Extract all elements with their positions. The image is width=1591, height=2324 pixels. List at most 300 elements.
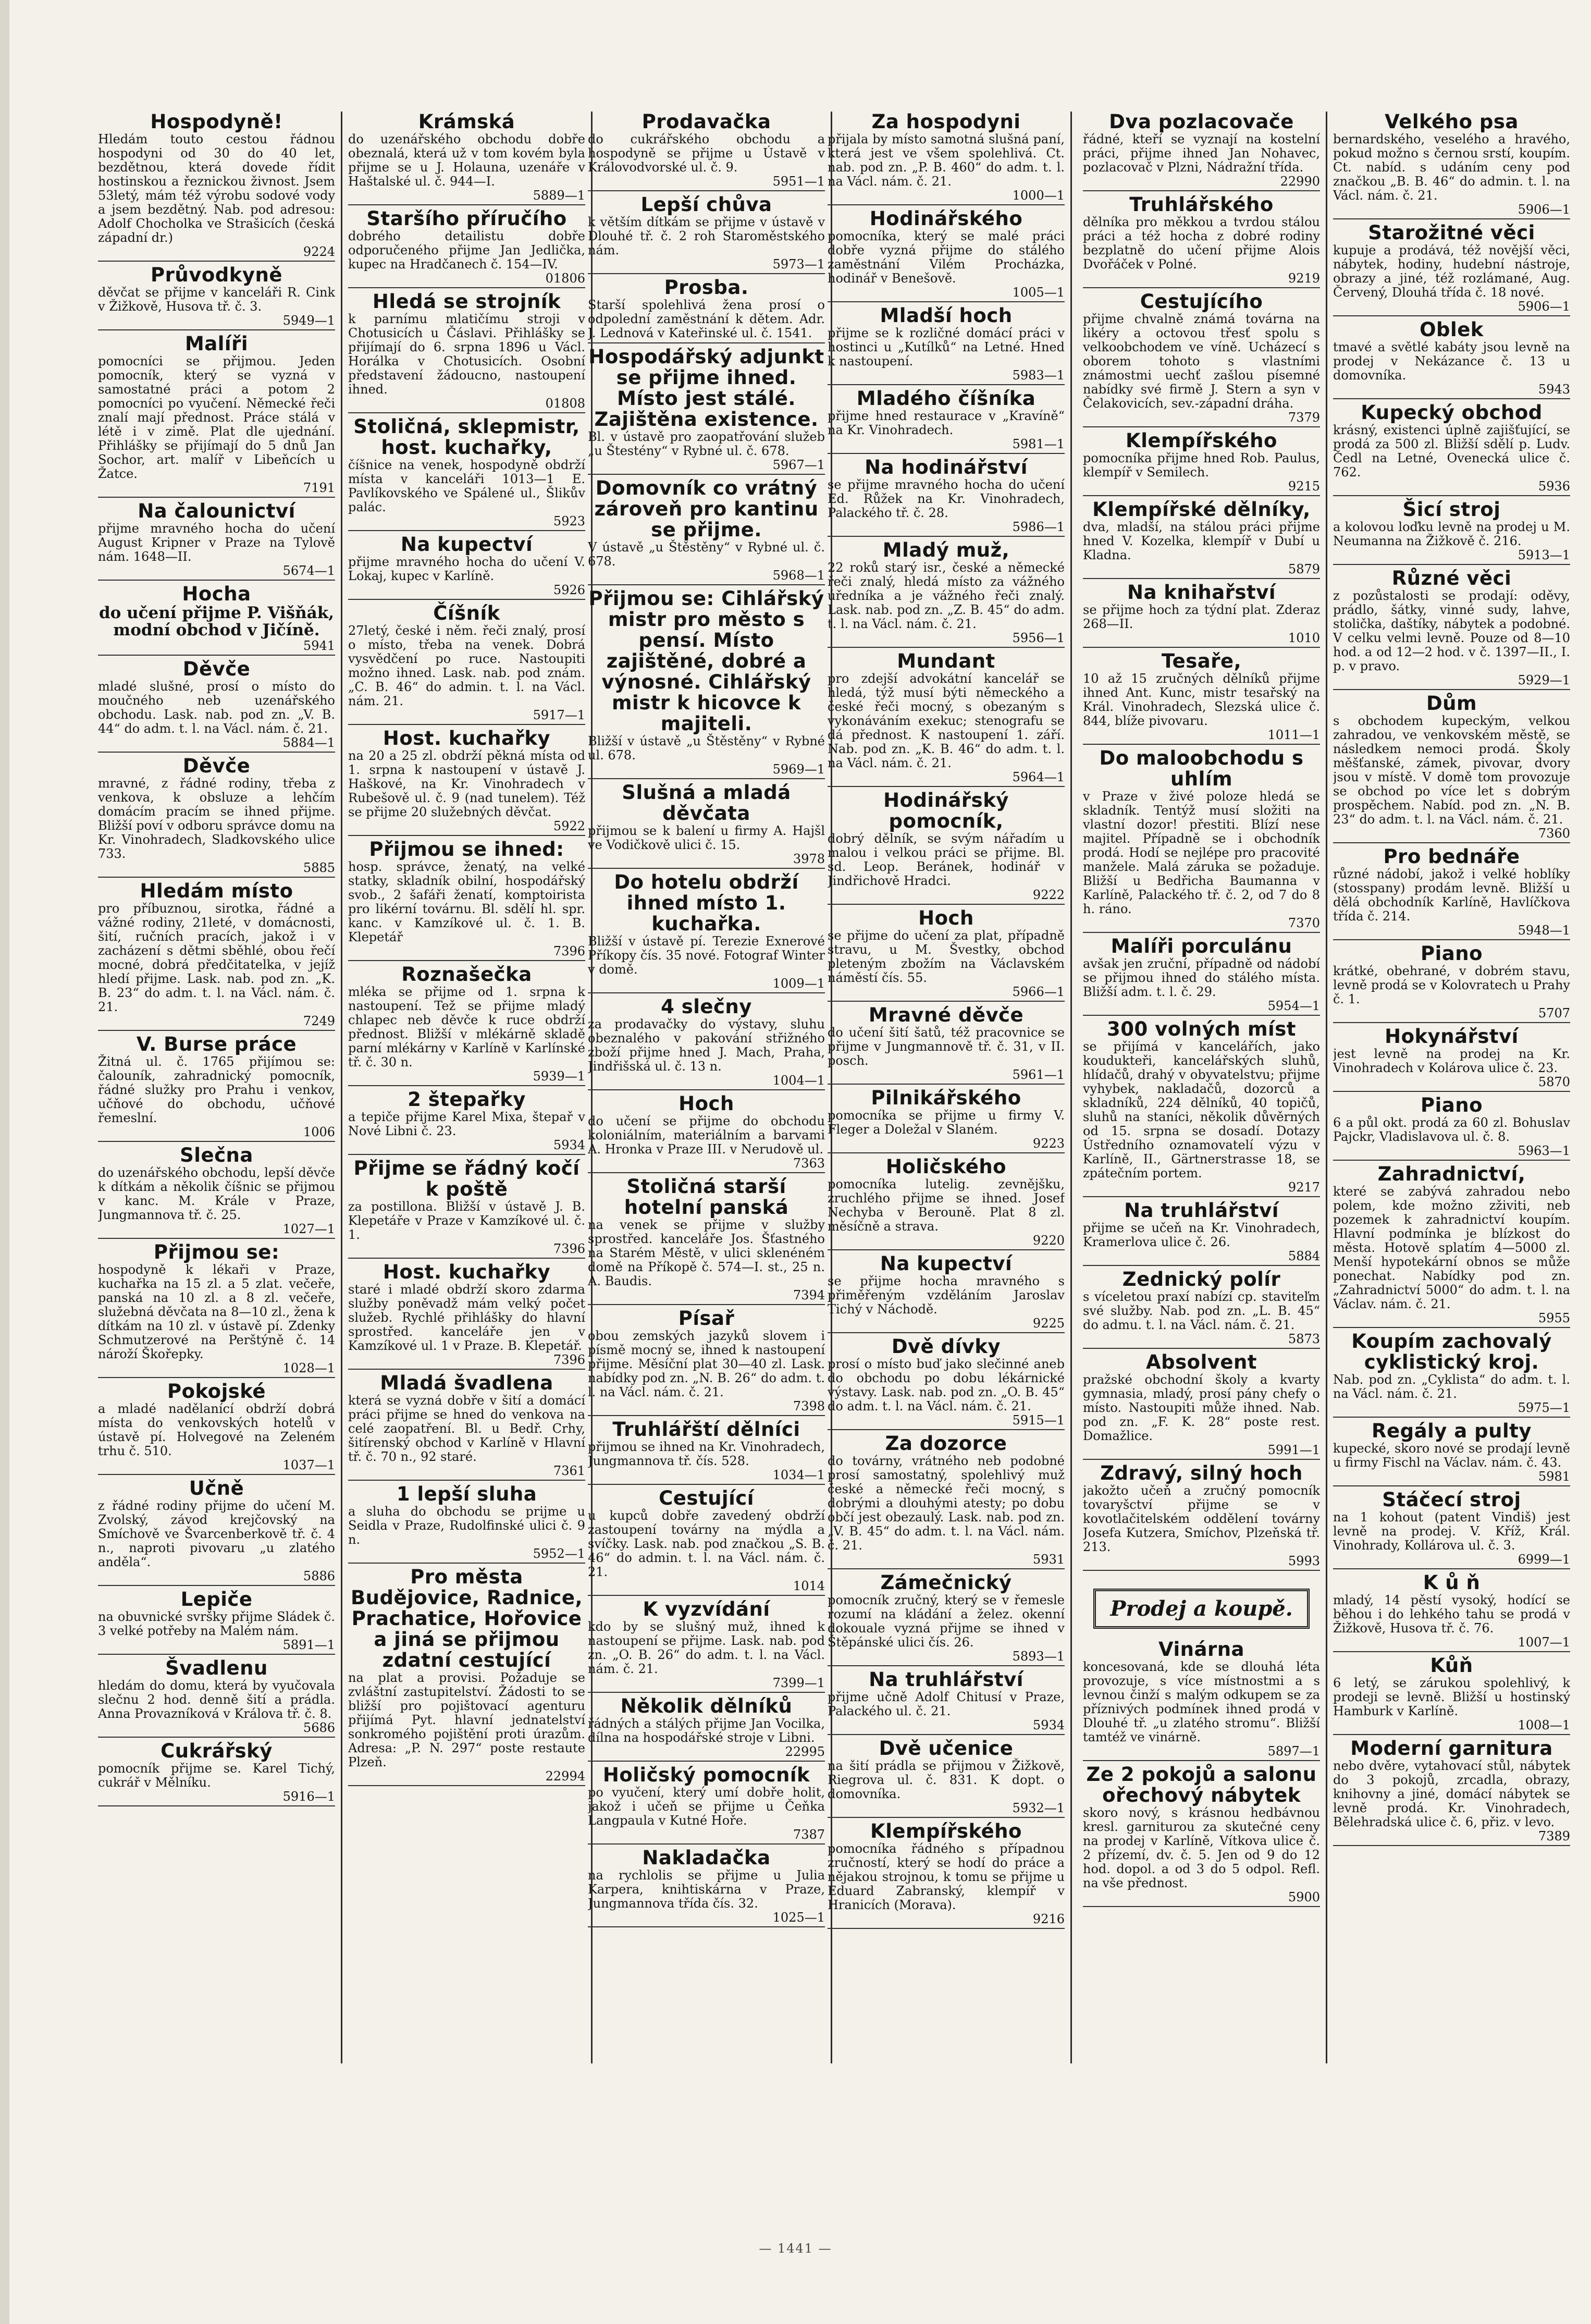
ad-heading: Švadlenu <box>165 1657 268 1679</box>
ad-separator <box>588 778 825 779</box>
ad-heading: Šicí stroj <box>1402 498 1501 521</box>
ad-separator <box>348 1154 585 1155</box>
ad-heading: Mladší hoch <box>880 304 1013 327</box>
ad-code: 5915—1 <box>1012 1413 1065 1428</box>
ad-separator <box>1083 1015 1320 1016</box>
ad-body: tmavé a světlé kabáty jsou levně na prodej v Nekázance č. 13 u domovníka. <box>1333 340 1570 383</box>
ad-body: různé nádobí, jakož i velké hoblíky (stosspany) prodám levně. Bližší u dělá obchodník Karlíně, Havlíčkova třída č. 214. <box>1333 867 1570 924</box>
ad-body: a tepiče přijme Karel Mixa, štepař v Nové Libni č. 23. <box>348 1110 585 1138</box>
classified-ad <box>1083 499 1320 579</box>
ad-body: Starší spolehlivá žena prosí o odpolední zaměstnání k dětem. Adr. J. Lednová v Kateřinské ul. č. 1541. <box>588 298 825 340</box>
ad-heading: Cestujícího <box>1140 290 1263 313</box>
ad-heading: Do hotelu obdrží ihned místo 1. kuchařka. <box>614 871 799 935</box>
ad-body: pražské obchodní školy a kvarty gymnasia, mladý, prosí pány chefy o místo. Nastoupiti může ihned. Nab. pod zn. „F. K. 28“ poste rest. Domažlice. <box>1083 1372 1320 1443</box>
ad-body: číšnice na venek, hospodyně obdrží místa v kanceláři 1013—1 E. Pavlíkovského ve Spálené ul., Šlikův palác. <box>348 458 585 514</box>
classified-ad <box>1083 1269 1320 1349</box>
ad-code: 5966—1 <box>1012 985 1065 999</box>
ad-body: kupuje a prodává, též novější věci, nábytek, hodiny, hudební nástroje, obrazy a jiné, též rozlámané, Aug. Červený, Dlouhá třída č. 18 nové. <box>1333 243 1570 300</box>
ad-separator <box>348 1258 585 1259</box>
ad-body: s víceletou praxí nabízí cp. staviteľm své služby. Nab. pod zn. „L. B. 45“ do admu. t. l. na Václ. nám. č. 21. <box>1083 1289 1320 1332</box>
classified-ad <box>828 651 1065 787</box>
ad-code: 5949—1 <box>282 313 335 328</box>
ad-separator <box>348 1480 585 1481</box>
ad-body: avšak jen zruční, případně od nádobí se přijmou ihned do stálého místa. Bližší adm. t. l. č. 29. <box>1083 956 1320 999</box>
ad-separator <box>98 1805 335 1806</box>
ad-body: kdo by se slušný muž, ihned k nastoupení se přijme. Lask. nab. pod zn. „O. B. 26“ do adm. t. l. na Václ. nám. č. 21. <box>588 1619 825 1676</box>
classified-ad <box>1083 1639 1320 1761</box>
ad-separator <box>1333 1568 1570 1569</box>
ad-heading: Tesaře, <box>1161 650 1242 672</box>
classified-ad <box>588 1176 825 1305</box>
ad-separator <box>588 584 825 585</box>
ad-separator <box>828 536 1065 537</box>
ad-code: 5929—1 <box>1518 673 1570 687</box>
ad-body: Bližší v ústavě pí. Terezie Exnerové Příkopy čís. 35 nové. Fotograf Winter v domě. <box>588 934 825 977</box>
ad-body: přijme se k rozličné domácí práci v hostinci u „Kutílků“ na Letné. Hned k nastoupení. <box>828 326 1065 368</box>
classified-ad <box>828 908 1065 1002</box>
ad-body: pomocníka přijme hned Rob. Paulus, klempíř v Semilech. <box>1083 451 1320 479</box>
ad-body: Bl. v ústavě pro zaopatřování služeb „u Štestény“ v Rybné ul. č. 678. <box>588 429 825 458</box>
ad-heading: Oblek <box>1420 318 1484 341</box>
ad-code: 6999—1 <box>1518 1552 1570 1567</box>
ad-heading: Prosba. <box>664 276 749 299</box>
ad-code: 5954—1 <box>1267 999 1320 1013</box>
ad-code: 5967—1 <box>772 458 825 472</box>
classified-ad <box>98 1741 335 1806</box>
classified-ad <box>588 112 825 191</box>
classified-ad <box>1333 693 1570 843</box>
ad-separator <box>98 1030 335 1031</box>
ad-heading: Na kupectví <box>400 533 533 556</box>
ad-separator <box>1083 1760 1320 1761</box>
column-1 <box>98 112 335 2063</box>
ad-code: 5922 <box>553 819 585 833</box>
classified-ad <box>1083 1352 1320 1460</box>
ad-separator <box>588 868 825 869</box>
ad-heading: Roznašečka <box>401 963 532 986</box>
ad-body: hospodyně k lékaři v Praze, kuchařka na 15 zl. a 5 zlat. večeře, panská na 10 zl. a 8 zl. večeře, služebná děvčata na 8—10 zl., žena k dítkám na 10 zl. v ústavě pí. Zdenky Schmutzerové na Perštýně č. 14 nároží Škořepky. <box>98 1262 335 1361</box>
ad-code: 5981 <box>1538 1469 1570 1484</box>
ad-separator <box>1333 398 1570 399</box>
ad-heading: Holičský pomocník <box>602 1764 810 1786</box>
classified-ad <box>828 1336 1065 1430</box>
classified-ad <box>98 334 335 498</box>
ad-code: 7379 <box>1288 410 1320 425</box>
ad-heading: Stoličná, sklepmistr, host. kuchařky, <box>353 415 580 459</box>
ad-heading: Pro bednáře <box>1383 845 1520 868</box>
classified-ad <box>98 501 335 581</box>
classified-ad <box>1083 582 1320 648</box>
ad-heading: K ů ň <box>1423 1571 1481 1594</box>
ad-heading: Holičského <box>885 1155 1007 1178</box>
ad-separator <box>1083 647 1320 648</box>
ad-body: se přijme do učení za plat, případně stravu, u M. Švestky, obchod pleteným zbožím na Václavském náměstí čís. 55. <box>828 928 1065 985</box>
ad-heading: Malíři porculánu <box>1111 935 1292 957</box>
classified-ad <box>828 790 1065 905</box>
ad-heading: Stáčecí stroj <box>1382 1489 1521 1511</box>
ad-heading: Domovník co vrátný zároveň pro kantinu se přijme. <box>594 477 819 541</box>
classified-ad <box>348 1158 585 1259</box>
ad-separator <box>98 877 335 878</box>
ad-code: 7396 <box>553 944 585 958</box>
ad-separator <box>98 1585 335 1586</box>
ad-separator <box>828 453 1065 454</box>
ad-body: za postillona. Bližší v ústavě J. B. Klepetáře v Praze v Kamzíkové ul. č. 1. <box>348 1199 585 1242</box>
ad-separator <box>828 1568 1065 1569</box>
ad-body: 10 až 15 zručných dělníků přijme ihned Ant. Kunc, mistr tesařský na Král. Vinohradech, Slezská ulice č. 844, blíže pivovaru. <box>1083 671 1320 728</box>
ad-heading: Na kupectví <box>880 1252 1013 1275</box>
ad-separator <box>348 412 585 413</box>
ad-separator <box>588 1926 825 1927</box>
ad-body: dobrého detailistu dobře odporučeného přijme Jan Jedlička, kupec na Hradčanech č. 154—IV. <box>348 229 585 272</box>
ad-body: nebo dvěre, vytahovací stůl, nábytek do 3 pokojů, zrcadla, obrazy, knihovny a jiné, domácí nábytek se levně prodá. Kr. Vinohradech, Bělehradská ulice č. 6, přiz. v levo. <box>1333 1759 1570 1829</box>
ad-code: 5993 <box>1288 1554 1320 1568</box>
ad-body: 27letý, české i něm. řeči znalý, prosí o místo, třeba na venek. Dobrá vysvědčení po ruce. Nastoupiti možno ihned. Lask. nab. pod znám. „C. B. 46“ do admin. t. l. na Václ. nám. 21. <box>348 623 585 708</box>
ad-code: 01808 <box>545 396 585 411</box>
classified-ad <box>98 1478 335 1586</box>
ad-body: mladé slušné, prosí o místo do moučného neb uzenářského obchodu. Lask. nab. pod zn. „V. B. 44“ do adm. t. l. na Václ. nám. č. 21. <box>98 679 335 736</box>
ad-body: přijme hned restaurace v „Kravíně“ na Kr. Vinohradech. <box>828 409 1065 437</box>
ad-separator <box>98 580 335 581</box>
ad-body: 6 letý, se zárukou spolehlivý, k prodeji se levně. Bližší u hostinský Hamburk v Karlíně. <box>1333 1676 1570 1718</box>
classified-ad <box>98 659 335 753</box>
classified-ad <box>1333 223 1570 316</box>
classified-ad <box>588 1765 825 1845</box>
ad-body: Bližší v ústavě „u Štěstěny“ v Rybné ul. 678. <box>588 734 825 763</box>
ad-code: 9223 <box>1032 1136 1065 1151</box>
classified-ad <box>1333 319 1570 399</box>
ad-heading: Několik dělníků <box>620 1695 793 1717</box>
ad-code: 5917—1 <box>533 708 585 722</box>
ad-body: na 20 a 25 zl. obdrží pěkná místa od 1. srpna k nastoupení v ústavě J. Haškové, na Kr. Vinohradech v Rubešově ul. č. 9 (nad tunelem). Též se přijme 20 služebných děvčat. <box>348 748 585 819</box>
classified-ad <box>1333 1095 1570 1161</box>
ad-code: 5906—1 <box>1518 299 1570 314</box>
ad-heading: Truhlářského <box>1129 193 1274 216</box>
classified-ad <box>1333 568 1570 690</box>
ad-code: 9219 <box>1288 271 1320 286</box>
classified-ad <box>588 1696 825 1762</box>
classified-ad <box>828 540 1065 648</box>
classified-ad <box>348 603 585 725</box>
ad-separator <box>98 1654 335 1655</box>
classified-ad <box>1333 499 1570 565</box>
classified-ad <box>348 964 585 1086</box>
ad-separator <box>828 1332 1065 1333</box>
ad-heading: Mladý muž, <box>882 539 1010 561</box>
ad-code: 5963—1 <box>1518 1143 1570 1158</box>
ad-code: 9220 <box>1032 1233 1065 1248</box>
ad-code: 5964—1 <box>1012 770 1065 784</box>
ad-heading: Host. kuchařky <box>383 727 551 749</box>
ad-body: hosp. správce, ženatý, na velké statky, skladník obilní, hospodářský svob., 2 šafáři ženatí, komptoirista pro likérní továrnu. Bl. sdělí hl. spr. kanc. v Kamzíkové ul. č. 1. B. Klepetář <box>348 859 585 944</box>
ad-body: k větším dítkám se přijme v ústavě v Dlouhé tř. č. 2 roh Staroměstského nám. <box>588 215 825 257</box>
classified-ad <box>1333 1738 1570 1846</box>
ad-heading: Dva pozlacovače <box>1109 112 1294 133</box>
ad-code: 9215 <box>1288 479 1320 494</box>
ad-heading: Na knihařství <box>1127 581 1276 604</box>
ad-body: řádných a stálých přijme Jan Vocilka, dílna na hospodářské stroje v Libni. <box>588 1716 825 1745</box>
ad-body: obou zemských jazyků slovem i písmě mocný se, ihned k nastoupení přijme. Měsíční plat 30—40 zl. Lask. nabídky pod zn. „N. B. 26“ do adm. t. l. na Václ. nám. č. 21. <box>588 1329 825 1399</box>
ad-body: a sluha do obchodu se prijme u Seidla v Praze, Rudolfinské ulici č. 9 n. <box>348 1504 585 1547</box>
ad-heading: Cestující <box>659 1487 754 1509</box>
classified-ad <box>1333 846 1570 940</box>
ad-body: se přijme mravného hocha do učení Ed. Růžek na Kr. Vinohradech, Palackého tř. č. 28. <box>828 477 1065 520</box>
ad-heading: Děvče <box>182 755 251 777</box>
ad-heading: Hospodářský adjunkt se přijme ihned. Místo jest stálé. Zajištěna existence. <box>588 346 824 431</box>
ad-body: na obuvnické svršky přijme Sládek č. 3 velké potřeby na Malém nám. <box>98 1609 335 1638</box>
ad-heading: Hocha <box>182 583 251 605</box>
classified-ad <box>828 1253 1065 1333</box>
ad-body: za prodavačky do výstavy, sluhu obeznalého v pakování střižného zboží přijme hned J. Mach, Praha, Jindřišská ul. č. 13 n. <box>588 1017 825 1074</box>
ad-code: 7399—1 <box>772 1676 825 1690</box>
ad-heading: Děvče <box>182 658 251 680</box>
ad-code: 5916—1 <box>282 1789 335 1804</box>
ad-code: 5955 <box>1538 1311 1570 1325</box>
ad-body: do uzenářského obchodu, lepší děvče k dítkám a několik číšnic se přijmou v kanc. M. Krále v Praze, Jungmannova tř. č. 25. <box>98 1165 335 1222</box>
ad-heading: Na čalounictví <box>138 500 295 522</box>
ad-heading: Dvě dívky <box>891 1335 1001 1358</box>
ad-body: krátké, obehrané, v dobrém stavu, levně prodá se v Kolovratech u Prahy č. 1. <box>1333 964 1570 1006</box>
ad-code: 7361 <box>553 1464 585 1478</box>
ad-body: mléka se přijme od 1. srpna k nastoupení. Tež se přijme mladý chlapec neb děvče k ruce obdrží přednost. Bližší v mlékárně skladě parní mlékárny v Karlíně v Karlínské tř. č. 30 n. <box>348 985 585 1069</box>
ad-heading: Učně <box>189 1477 244 1499</box>
ad-body: Nab. pod zn. „Cyklista“ do adm. t. l. na Václ. nám. č. 21. <box>1333 1372 1570 1401</box>
classified-ad <box>588 1488 825 1596</box>
ad-heading: Za dozorce <box>885 1432 1007 1455</box>
ad-code: 5981—1 <box>1012 437 1065 451</box>
ad-separator <box>348 1369 585 1370</box>
ad-code: 5991—1 <box>1267 1443 1320 1457</box>
ad-code: 5900 <box>1288 1890 1320 1904</box>
ad-code: 5873 <box>1288 1332 1320 1346</box>
classified-ad <box>348 1567 585 1786</box>
ad-code: 5893—1 <box>1012 1649 1065 1664</box>
ad-separator <box>98 1238 335 1239</box>
ad-separator <box>348 1085 585 1086</box>
ad-body: přijmou se ihned na Kr. Vinohradech, Jungmannova tř. čís. 528. <box>588 1440 825 1468</box>
ad-separator <box>588 1304 825 1305</box>
ad-body: a mladé nadělanící obdrží dobrá místa do venkovských hotelů v ústavě pí. Holvegové na Zeleném trhu č. 510. <box>98 1401 335 1458</box>
classified-ad <box>348 1373 585 1481</box>
ad-heading: Koupím zachovalý cyklistický kroj. <box>1351 1330 1552 1373</box>
ad-separator <box>1083 744 1320 745</box>
ad-body: na rychlolis se přijme u Julia Karpera, knihtiskárna v Praze, Jungmannova třída čís. 32. <box>588 1868 825 1911</box>
ad-separator <box>98 261 335 262</box>
ad-body: na šití prádla se přijmou v Žižkově, Riegrova ul. č. 831. K dopt. o domovníka. <box>828 1759 1065 1801</box>
ad-separator <box>828 301 1065 302</box>
ad-body: Hledám touto cestou řádnou hospodyni od 30 do 40 let, bezdětnou, která dovede řídit hostinskou a řeznickou živnost. Jsem 53letý, mám též výrobu sodové vody a jsem bezdětný. Nab. pod adresou: Adolf Chocholka ve Strašicích (česká západní dr.) <box>98 132 335 245</box>
classified-ad <box>1083 936 1320 1016</box>
ad-heading: Mundant <box>897 650 995 672</box>
ad-separator <box>1333 1022 1570 1023</box>
ad-separator <box>828 1152 1065 1153</box>
ad-heading: Hospodyně! <box>150 112 283 133</box>
ad-code: 5686 <box>303 1720 335 1735</box>
ad-code: 9224 <box>303 244 335 259</box>
ad-heading: Hodinářský pomocník, <box>883 789 1009 832</box>
ad-code: 5975—1 <box>1518 1400 1570 1415</box>
ad-heading: Krámská <box>418 112 515 133</box>
classified-ad <box>348 1484 585 1564</box>
ad-body: hledám do domu, která by vyučovala slečnu 2 hod. denně šití a prádla. Anna Provazníková v Králova tř. č. 8. <box>98 1678 335 1721</box>
ad-code: 1034—1 <box>772 1468 825 1482</box>
ad-heading: Starožitné věci <box>1368 222 1535 244</box>
classified-ad <box>588 1308 825 1416</box>
ad-code: 5986—1 <box>1012 520 1065 534</box>
classified-ad <box>588 782 825 869</box>
classified-ad <box>98 1658 335 1738</box>
ad-body: do cukrářského obchodu a hospodyně se přijme u Ústavě v Královodvorské ul. č. 9. <box>588 132 825 175</box>
classified-ad <box>1083 1019 1320 1197</box>
ad-separator <box>348 1563 585 1564</box>
ad-body: děvčat se přijme v kanceláři R. Cink v Žižkově, Husova tř. č. 3. <box>98 285 335 314</box>
ad-heading: Absolvent <box>1146 1351 1257 1373</box>
ad-code: 1028—1 <box>282 1361 335 1375</box>
section-banner <box>1093 1589 1310 1629</box>
ad-code: 7398 <box>793 1399 825 1413</box>
ad-separator <box>348 204 585 205</box>
ad-separator <box>1083 1570 1320 1571</box>
ad-code: 5870 <box>1538 1075 1570 1089</box>
ad-code: 5951—1 <box>772 174 825 189</box>
ad-code: 5897—1 <box>1267 1744 1320 1759</box>
ad-code: 1004—1 <box>772 1073 825 1088</box>
ad-separator <box>828 1249 1065 1250</box>
column-rule <box>341 112 342 2063</box>
column-4 <box>828 112 1065 2063</box>
classified-ad <box>588 347 825 475</box>
classified-ad <box>828 1821 1065 1929</box>
ad-heading: Kupecký obchod <box>1361 401 1543 424</box>
classified-ad <box>1333 1655 1570 1735</box>
ad-body: pomocníka řádného s případnou zručností, který se hodí do práce a nějakou strojnou, k tomu se přijme u Eduard Zabranský, klempíř v Hranicích (Morava). <box>828 1841 1065 1912</box>
classified-ad <box>828 388 1065 454</box>
classified-ad <box>98 584 335 656</box>
classified-ad <box>1083 1200 1320 1266</box>
ad-body: dělníka pro měkkou a tvrdou stálou práci a též hocha z dobré rodiny bezplatně do učení přijme Alois Dvořáček v Polné. <box>1083 215 1320 272</box>
ad-heading: V. Burse práce <box>136 1033 297 1055</box>
ad-separator <box>588 474 825 475</box>
ad-separator <box>1083 578 1320 579</box>
classified-ad <box>588 997 825 1090</box>
ad-code: 5913—1 <box>1518 548 1570 562</box>
classified-ad <box>98 112 335 262</box>
ad-separator <box>1083 1348 1320 1349</box>
ad-code: 7387 <box>793 1827 825 1842</box>
classified-ad <box>1333 1421 1570 1486</box>
ad-heading: Truhlářští dělníci <box>612 1418 800 1441</box>
ad-body: bernardského, veselého a hravého, pokud možno s černou srstí, koupím. Ct. nabíd. s udáním ceny pod značkou „B. B. 46“ do admin. t. l. na Václ. nám. č. 21. <box>1333 132 1570 203</box>
ad-heading: Kůň <box>1430 1654 1473 1677</box>
ad-body: z pozůstalosti se prodají: oděvy, prádlo, šátky, vinné sudy, lahve, stolička, daštíky, nábytek a podobné. V celku velmi levně. Pouze od 8—10 hod. a od 12—2 hod. v č. 1397—II., I. p. v pravo. <box>1333 588 1570 673</box>
ad-body: přijala by místo samotná slušná paní, která jest ve všem spolehlivá. Ct. nab. pod zn. „P. B. 460“ do adm. t. l. na Václ. nám. č. 21. <box>828 132 1065 189</box>
ad-body: mladý, 14 pěstí vysoký, hodící se běhou i do lehkého tahu se prodá v Žižkově, Husova tř. č. 76. <box>1333 1593 1570 1636</box>
classified-ad <box>588 1093 825 1173</box>
classified-ad <box>98 1589 335 1655</box>
ad-heading: Písař <box>678 1307 735 1330</box>
ad-separator <box>588 1484 825 1485</box>
ad-separator <box>1083 426 1320 427</box>
classified-ad <box>828 1157 1065 1250</box>
ad-separator <box>98 497 335 498</box>
ad-heading: Dvě učenice <box>879 1737 1014 1760</box>
ad-body: pomocníka lutelig. zevnějšku, zruchlého přijme se ihned. Josef Nechyba v Berouně. Plat 8 zl. měsíčně a strava. <box>828 1177 1065 1234</box>
ad-separator <box>828 1817 1065 1818</box>
ad-code: 7370 <box>1288 916 1320 930</box>
ad-heading: Hokynářství <box>1385 1025 1519 1048</box>
ad-body: pro zdejší advokátní kancelář se hledá, týž musí býti německého a české řeči mocný, s obezaným s vykonáváním exekuc; stenografu se dá přednost. K nastoupení 1. září. Nab. pod zn. „K. B. 46“ do adm. t. l. na Václ. nám. č. 21. <box>828 671 1065 770</box>
ad-code: 7249 <box>303 1014 335 1028</box>
ad-body: do učení přijme P. Višňák, modní obchod v Jičíně. <box>98 604 335 640</box>
ad-heading: Klempířské dělníky, <box>1092 498 1311 521</box>
ad-body: mravné, z řádné rodiny, třeba z venkova, k obsluze a lehčím domácím pracím se ihned přijme. Bližší poví v odboru správce domu na Kr. Vinohradech, Sladkovského ulice 733. <box>98 776 335 861</box>
ad-code: 22994 <box>545 1769 585 1784</box>
classified-ad <box>1333 112 1570 219</box>
ad-body: dobrý dělník, se svým nářadím u malou i velkou práci se přijme. Bl. sd. Leop. Beránek, hodinář v Jindřichově Hradci. <box>828 831 1065 888</box>
ad-separator <box>348 724 585 725</box>
classified-ad <box>588 872 825 993</box>
ad-separator <box>348 530 585 531</box>
ad-code: 7191 <box>303 481 335 495</box>
ad-separator <box>588 1692 825 1693</box>
ad-code: 5973—1 <box>772 257 825 272</box>
ad-code: 22995 <box>785 1744 825 1759</box>
ad-heading: Piano <box>1420 942 1483 965</box>
classified-ad <box>588 1848 825 1927</box>
ad-code: 5879 <box>1288 562 1320 576</box>
classified-ad <box>828 208 1065 302</box>
ad-body: koncesovaná, kde se dlouhá léta provozuje, s více místnostmi a s levnou činží s malým odkupem se za příznivých podmínek ihned prodá v Dlouhé tř. „u zlatého stromu“. Bližší tamtéž ve vinárně. <box>1083 1659 1320 1744</box>
classified-ad <box>348 208 585 288</box>
ad-separator <box>1083 1459 1320 1460</box>
classified-ad <box>1333 1164 1570 1328</box>
ad-heading: Moderní garnitura <box>1350 1737 1553 1760</box>
ad-code: 7360 <box>1538 826 1570 841</box>
ad-code: 1000—1 <box>1012 188 1065 203</box>
ad-heading: Pro města Budějovice, Radnice, Prachatice, Hořovice a jiná se přijmou zdatní cestující <box>350 1566 583 1671</box>
ad-separator <box>828 1001 1065 1002</box>
ad-code: 5956—1 <box>1012 631 1065 645</box>
ad-body: pomocníka se přijme u firmy V. Fleger a Doležal v Slaném. <box>828 1108 1065 1137</box>
ad-heading: Prodavačka <box>642 112 771 133</box>
ad-code: 5952—1 <box>533 1546 585 1561</box>
ad-code: 5943 <box>1538 382 1570 397</box>
ad-body: do učení se přijme do obchodu koloniálním, materiálním a barvami A. Hronka v Praze III. v Nerudově ul. <box>588 1114 825 1157</box>
column-rule <box>1070 112 1072 2063</box>
ad-code: 5884—1 <box>282 735 335 750</box>
ad-separator <box>588 1172 825 1173</box>
ad-heading: Průvodkyně <box>151 264 282 286</box>
ad-heading: Regály a pulty <box>1372 1420 1532 1442</box>
classified-ad <box>828 1005 1065 1085</box>
ad-separator <box>1333 1417 1570 1418</box>
ad-heading: Lepiče <box>180 1588 253 1610</box>
classified-ad <box>98 1381 335 1475</box>
classified-ad <box>588 194 825 274</box>
ad-separator <box>1333 1160 1570 1161</box>
classified-ad <box>1333 1572 1570 1652</box>
page-footer: — 1441 — <box>759 2241 832 2256</box>
ad-body: se přijímá v kancelářích, jako koudukteři, kancelářských sluhů, hlídačů, drahý v obyvatelstvu; přijme vyhybek, nakladačů, dozorců a skladníků, 224 dělníků, 40 topičů, sluhů na staníci, několik důvěrných od 15. srpna se dosadí. Dotazy Ústředního oznamovatelí výzu v Karlíně, II., Gärtnerstrasse 18, se zpátečním portem. <box>1083 1039 1320 1181</box>
ad-code: 5948—1 <box>1518 923 1570 938</box>
ad-heading: Různé věci <box>1391 567 1512 589</box>
ad-separator <box>1083 287 1320 288</box>
ad-separator <box>1083 932 1320 933</box>
ad-separator <box>348 960 585 961</box>
classified-ad <box>588 588 825 779</box>
classified-ad <box>1333 1026 1570 1092</box>
ad-code: 1005—1 <box>1012 285 1065 300</box>
